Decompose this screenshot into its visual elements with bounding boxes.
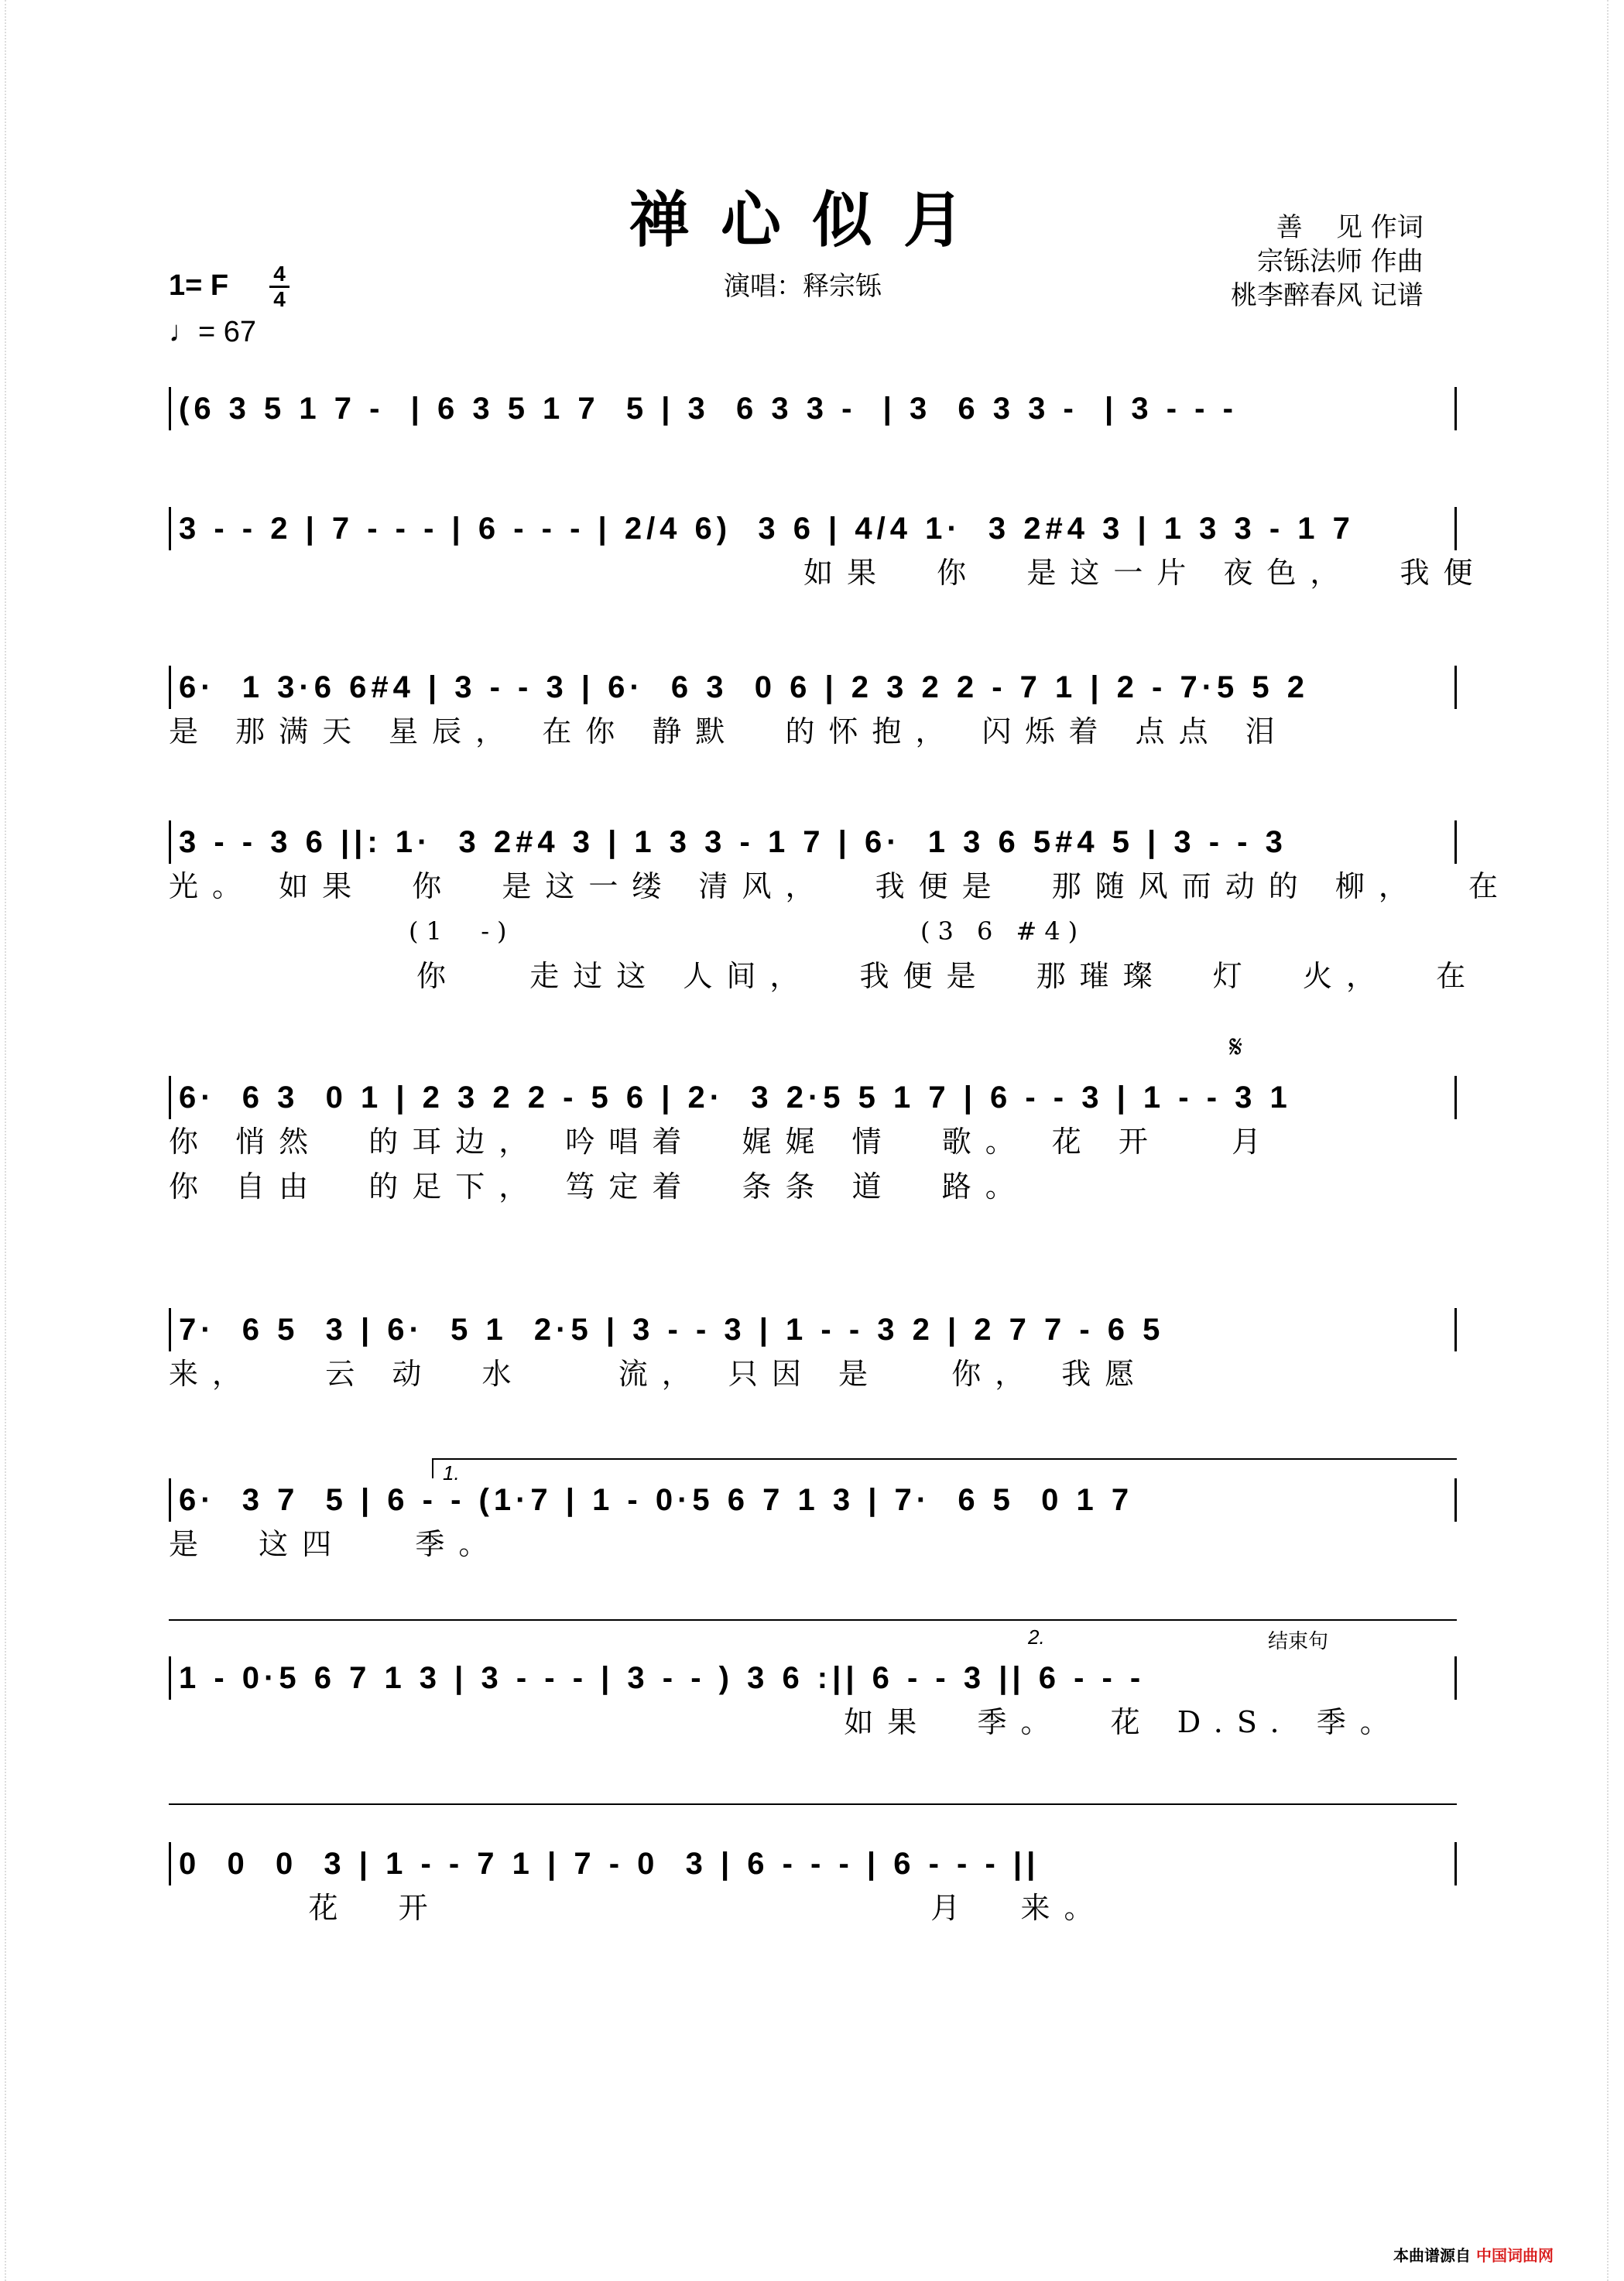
volta-bracket-1: [432, 1458, 1457, 1485]
notes-line: 0 0 0 3 | 1 - - 7 1 | 7 - 0 3 | 6 - - - | 6 - - - ||: [169, 1842, 1457, 1885]
composer-credits: [1231, 211, 1424, 313]
time-sig-top: 4: [273, 262, 286, 286]
notes-line: 3 - - 3 6 ||: 1· 3 2#4 3 | 1 3 3 - 1 7 | 6· 1 3 6 5#4 5 | 3 - - 3: [169, 820, 1457, 864]
section-divider-2: [169, 1803, 1457, 1805]
lyric-line-2: 你 走过这 人间， 我便是 那璀璨 灯 火， 在: [416, 959, 1480, 993]
key-signature: 1= F: [169, 269, 229, 302]
notes-line: 7· 6 5 3 | 6· 5 1 2·5 | 3 - - 3 | 1 - - 3 2 | 2 7 7 - 6 5: [169, 1308, 1457, 1351]
staff-system-8: [169, 1625, 1457, 1745]
staff-system-5: [169, 1029, 1457, 1209]
notes-line: 6· 3 7 5 | 6 - - (1·7 | 1 - 0·5 6 7 1 3 | 7· 6 5 0 1 7: [169, 1478, 1457, 1522]
notes-line: 1 - 0·5 6 7 1 3 | 3 - - - | 3 - - ) 3 6 :|| 6 - - 3 || 6 - - -: [169, 1656, 1457, 1700]
staff-system-4: [169, 820, 1513, 998]
segno-sign: 𝄋: [1229, 1029, 1243, 1065]
alt-notes-line: (1 -) (3 6 #4): [409, 916, 1086, 946]
transcriber-credit: 桃李醉春风 记谱: [1231, 280, 1424, 311]
lyric-line: 是 这四 季。: [169, 1527, 502, 1561]
lyric-line-2: 你 自由 的足下， 笃定着 条条 道 路。: [169, 1170, 1029, 1204]
staff-system-3: [169, 666, 1457, 754]
lyric-line: 来， 云 动 水 流， 只因 是 你， 我愿: [169, 1357, 1149, 1391]
notes-line: 6· 1 3·6 6#4 | 3 - - 3 | 6· 6 3 0 6 | 2 3 2 2 - 7 1 | 2 - 7·5 5 2: [169, 666, 1457, 709]
time-signature: [269, 263, 290, 310]
ending-label: 结束句: [1268, 1630, 1329, 1653]
footer-source-text: 本曲谱源自: [1393, 2246, 1471, 2265]
section-divider: [169, 1619, 1457, 1621]
staff-system-1: [169, 387, 1457, 430]
staff-system-2: [169, 507, 1487, 595]
tempo-marking: ♩= 67: [169, 316, 257, 348]
song-title: 禅心似月: [629, 185, 995, 255]
side-watermark-left: [5, 0, 17, 2281]
lyric-line: 你 悄然 的耳边， 吟唱着 娓娓 情 歌。 花 开 月: [169, 1125, 1276, 1159]
lyric-line: 是 那满天 星辰， 在你 静默 的怀抱， 闪烁着 点点 泪: [169, 714, 1289, 748]
staff-system-7: [169, 1461, 1457, 1567]
notes-line: 3 - - 2 | 7 - - - | 6 - - - | 2/4 6) 3 6 | 4/4 1· 3 2#4 3 | 1 3 3 - 1 7: [169, 507, 1457, 550]
footer-brand-link[interactable]: 中国词曲网: [1475, 2246, 1554, 2265]
volta-label-2: 2.: [1028, 1625, 1045, 1649]
lyricist-credit: 善 见 作词: [1276, 212, 1424, 243]
footer-source: [1393, 2243, 1554, 2266]
lyric-line: 如果 季。 花 D.S. 季。: [169, 1705, 1403, 1739]
side-watermark-right: [1607, 0, 1619, 2281]
lyric-line: 如果 你 是这一片 夜色， 我便: [803, 556, 1487, 590]
singer-credit: 演唱：释宗铄: [724, 271, 882, 302]
lyric-line: 花 开 月 来。: [169, 1891, 1108, 1925]
notes-line: 6· 6 3 0 1 | 2 3 2 2 - 5 6 | 2· 3 2·5 5 1 7 | 6 - - 3 | 1 - - 3 1: [169, 1076, 1457, 1119]
composer-credit: 宗铄法师 作曲: [1257, 246, 1424, 277]
time-sig-bottom: 4: [273, 287, 286, 311]
lyric-line: 光。 如果 你 是这一缕 清风， 我便是 那随风而动的 柳， 在: [169, 869, 1513, 903]
volta-label: 1.: [443, 1461, 460, 1485]
notes-line: (6 3 5 1 7 - | 6 3 5 1 7 5 | 3 6 3 3 - | 3 6 3 3 - | 3 - - -: [169, 387, 1457, 430]
staff-system-9: [169, 1842, 1457, 1930]
staff-system-6: [169, 1308, 1457, 1396]
